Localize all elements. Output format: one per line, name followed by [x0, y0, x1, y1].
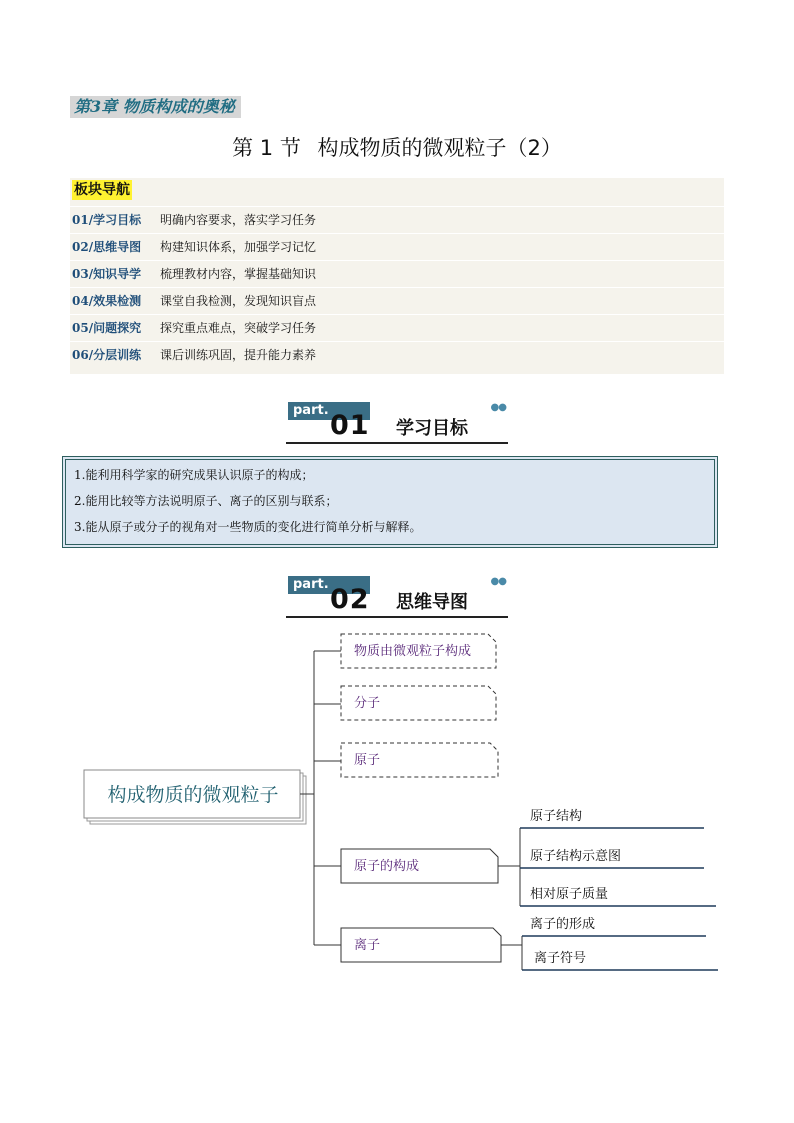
- mindmap-leaf: 离子符号: [534, 951, 587, 966]
- section-title: 构成物质的微观粒子（2）: [317, 136, 562, 160]
- mindmap-leaf: 原子结构示意图: [530, 849, 622, 864]
- part-number: 01: [330, 410, 370, 441]
- nav-item-key: 06/分层训练: [72, 347, 142, 362]
- part-tag: part.: [288, 402, 370, 420]
- part-label: 思维导图: [396, 592, 468, 613]
- mindmap-leaf: 离子的形成: [530, 917, 596, 932]
- section-number: 第 1 节: [232, 136, 301, 160]
- part-number: 02: [330, 584, 370, 615]
- decorative-dots-icon: ●●: [490, 576, 506, 587]
- goal-item: 3.能从原子或分子的视角对一些物质的变化进行简单分析与解释。: [74, 520, 422, 534]
- part-tag: part.: [288, 576, 370, 594]
- mindmap-branch: 分子: [354, 696, 381, 711]
- mindmap-branch: 离子: [354, 938, 381, 953]
- goal-item: 1.能利用科学家的研究成果认识原子的构成；: [74, 468, 314, 482]
- mindmap-branch: 物质由微观粒子构成: [354, 644, 472, 659]
- nav-item-key: 04/效果检测: [72, 293, 142, 308]
- mindmap-branch: 原子: [354, 753, 381, 768]
- goal-item: 2.能用比较等方法说明原子、离子的区别与联系；: [74, 494, 338, 508]
- nav-item-key: 03/知识导学: [72, 266, 142, 281]
- nav-item-value: 构建知识体系，加强学习记忆: [160, 239, 317, 254]
- nav-item-key: 02/思维导图: [72, 239, 142, 254]
- nav-item-key: 01/学习目标: [72, 212, 142, 227]
- mindmap-branch: 原子的构成: [354, 859, 420, 874]
- nav-item-key: 05/问题探究: [72, 320, 142, 335]
- mindmap-leaf: 相对原子质量: [530, 887, 609, 902]
- nav-item-value: 课堂自我检测，发现知识盲点: [160, 293, 317, 308]
- nav-item-value: 课后训练巩固，提升能力素养: [160, 347, 317, 362]
- mindmap-root: 构成物质的微观粒子: [107, 784, 279, 806]
- nav-item-value: 明确内容要求，落实学习任务: [160, 212, 317, 227]
- mindmap-leaf: 原子结构: [530, 809, 583, 824]
- decorative-dots-icon: ●●: [490, 402, 506, 413]
- chapter-heading: 第3章 物质构成的奥秘: [70, 96, 241, 118]
- nav-title: 板块导航: [74, 182, 130, 198]
- nav-item-value: 梳理教材内容，掌握基础知识: [160, 266, 317, 281]
- part-label: 学习目标: [396, 418, 468, 439]
- nav-item-value: 探究重点难点，突破学习任务: [160, 320, 317, 335]
